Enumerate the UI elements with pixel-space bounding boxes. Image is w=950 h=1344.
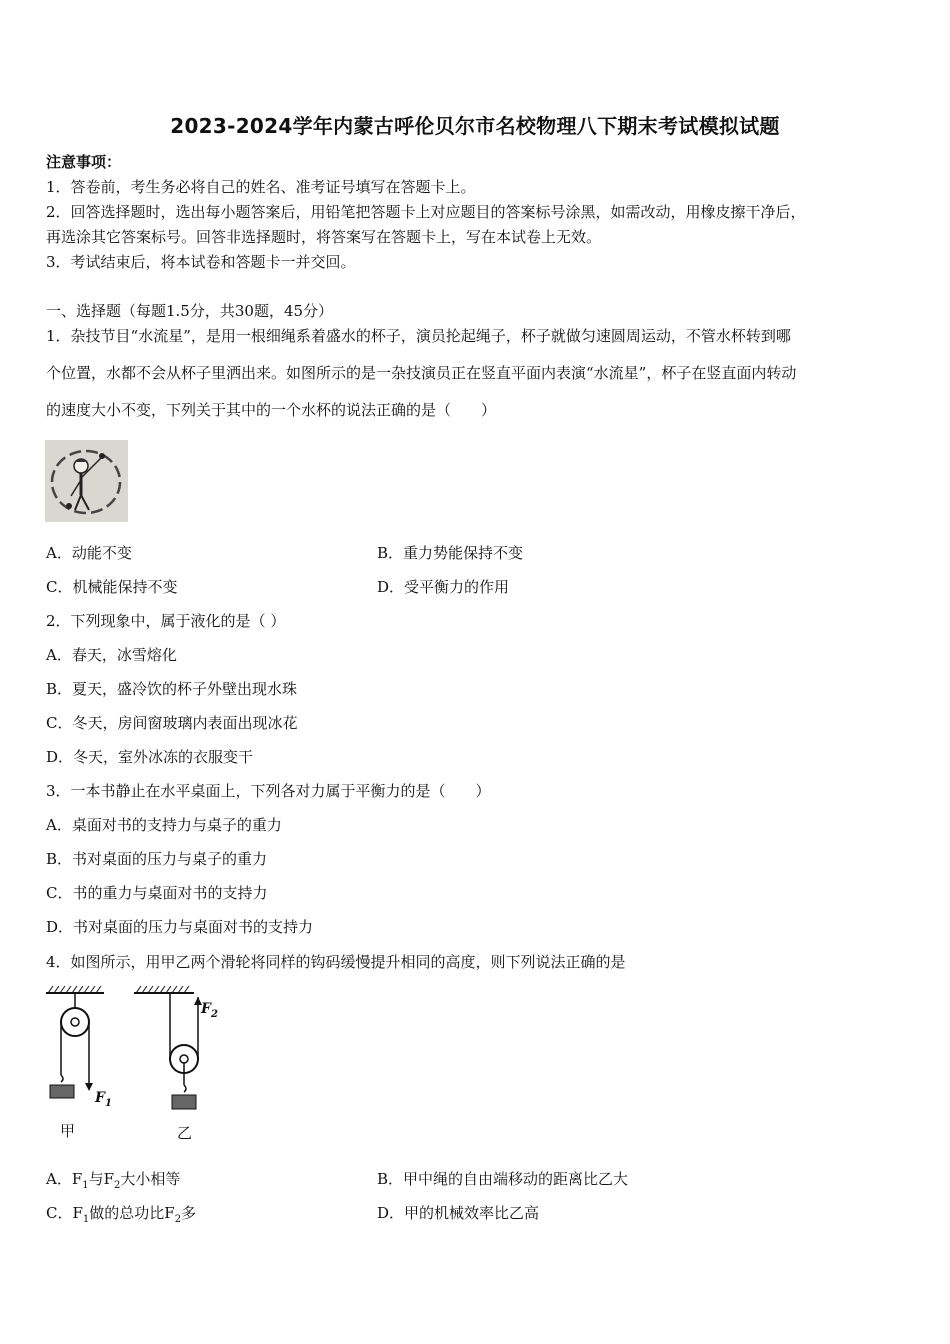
q1-figure-water-meteor (45, 440, 128, 522)
q4-option-a: A．$F_1$与$F_2$大小相等 (46, 1170, 181, 1191)
q4-figure-label-yi: 乙 (177, 1124, 193, 1142)
section-heading: 一、选择题（每题1.5分，共30题，45分） (46, 302, 334, 320)
q4-option-c: C．$F_1$做的总功比$F_2$多 (46, 1204, 197, 1225)
page-title: 2023-2024学年内蒙古呼伦贝尔市名校物理八下期末考试模拟试题 (170, 114, 780, 138)
q1-option-d: D．受平衡力的作用 (377, 578, 510, 596)
q4-figure-movable-pulley (132, 985, 212, 1120)
q2-option-a: A．春天，冰雪熔化 (46, 646, 177, 664)
q1-stem-line-3: 的速度大小不变，下列关于其中的一个水杯的说法正确的是（ ） (46, 401, 497, 419)
q4-option-b: B．甲中绳的自由端移动的距离比乙大 (377, 1170, 629, 1188)
q2-option-c: C．冬天，房间窗玻璃内表面出现冰花 (46, 714, 298, 732)
q4-figure-f2-label: $F_2$ (201, 1001, 218, 1020)
q3-stem: 3．一本书静止在水平桌面上，下列各对力属于平衡力的是（ ） (46, 782, 491, 800)
q4-figure-label-jia: 甲 (60, 1122, 76, 1140)
q1-stem-line-2: 个位置，水都不会从杯子里洒出来。如图所示的是一杂技演员正在竖直平面内表演“水流星”，杯子在竖直面内转动 (46, 364, 797, 382)
notice-item-2: 2．回答选择题时，选出每小题答案后，用铅笔把答题卡上对应题目的答案标号涂黑，如需改动，用橡皮擦干净后， (46, 203, 806, 221)
q2-stem: 2．下列现象中，属于液化的是（ ） (46, 612, 286, 630)
q1-stem-line-1: 1．杂技节目“水流星”，是用一根细绳系着盛水的杯子，演员抡起绳子，杯子就做匀速圆周运动，不管水杯转到哪 (46, 327, 791, 345)
q1-option-a: A．动能不变 (46, 544, 132, 562)
q3-option-c: C．书的重力与桌面对书的支持力 (46, 884, 268, 902)
q4-stem: 4．如图所示，用甲乙两个滑轮将同样的钩码缓慢提升相同的高度，则下列说法正确的是 (46, 953, 626, 971)
q4-option-d: D．甲的机械效率比乙高 (377, 1204, 540, 1222)
q4-figure-f1-label: $F_1$ (95, 1090, 112, 1109)
notice-item-3: 3．考试结束后，将本试卷和答题卡一并交回。 (46, 253, 356, 271)
q1-option-c: C．机械能保持不变 (46, 578, 178, 596)
notice-item-2-cont: 再选涂其它答案标号。回答非选择题时，将答案写在答题卡上，写在本试卷上无效。 (46, 228, 602, 246)
q1-option-b: B．重力势能保持不变 (377, 544, 524, 562)
notice-item-1: 1．答卷前，考生务必将自己的姓名、准考证号填写在答题卡上。 (46, 178, 476, 196)
q2-option-d: D．冬天，室外冰冻的衣服变干 (46, 748, 254, 766)
q4-figure-fixed-pulley (44, 985, 119, 1100)
notice-heading: 注意事项： (46, 153, 122, 171)
q3-option-a: A．桌面对书的支持力与桌子的重力 (46, 816, 282, 834)
q3-option-b: B．书对桌面的压力与桌子的重力 (46, 850, 268, 868)
q2-option-b: B．夏天，盛冷饮的杯子外壁出现水珠 (46, 680, 298, 698)
q3-option-d: D．书对桌面的压力与桌面对书的支持力 (46, 918, 314, 936)
